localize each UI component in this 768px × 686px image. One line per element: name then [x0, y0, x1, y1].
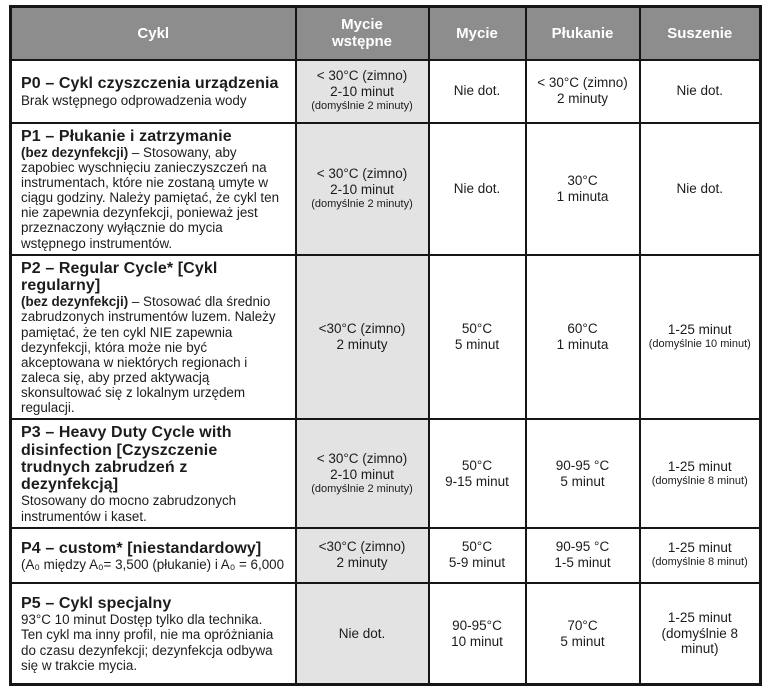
cell-line: 1-25 minut [667, 609, 732, 625]
column-header-plukanie: Płukanie [526, 7, 640, 60]
column-header-mycie-wstepne: Mycie wstępne [296, 7, 429, 60]
cycle-cell [11, 123, 296, 255]
cell-line: 2-10 minut [330, 181, 394, 197]
wash-cell [429, 60, 526, 123]
cycle-description [21, 294, 287, 415]
cycle-description [21, 93, 287, 108]
wash-cell [429, 419, 526, 527]
table-row [11, 60, 761, 123]
table-row [11, 583, 761, 685]
cycle-description-text: Stosowany do mocno zabrudzonych instrumentów i kaset. [21, 493, 237, 524]
wash-cell [429, 123, 526, 255]
cell-line: 5 minut [560, 633, 605, 649]
cell-line: 90-95°C [452, 617, 502, 633]
dry-cell [640, 60, 761, 123]
cycle-description-bold: (bez dezynfekcji) [21, 294, 129, 310]
cycle-description [21, 612, 287, 673]
cell-line: 1-25 minut [667, 540, 732, 556]
rinse-cell [526, 419, 640, 527]
cell-note: (domyślnie 8 minut) [651, 474, 748, 487]
cycle-description-text: – Stosowany, aby zapobiec wyschnięciu zanieczyszczeń na instrumentach, które nie zostaną umyte w ciągu godziny. Należy pamiętać, że cykl ten nie zapewnia dezynfekcji, ponieważ jest przeznaczony wyłącznie do mycia wstępnego instrumentów. [21, 144, 280, 251]
cell-line: 70°C [567, 617, 598, 633]
table-row [11, 123, 761, 255]
rinse-cell [526, 528, 640, 583]
table-row [11, 528, 761, 583]
cell-line: <30°C (zimno) [318, 539, 406, 555]
cell-line: 90-95 °C [555, 457, 610, 473]
cell-line: 10 minut [451, 633, 503, 649]
cell-line: < 30°C (zimno) [316, 165, 408, 181]
header-row [11, 7, 761, 60]
dry-cell [640, 419, 761, 527]
cycle-cell [11, 419, 296, 527]
cell-note: (domyślnie 10 minut) [648, 338, 751, 351]
cycle-description-bold: (bez dezynfekcji) [21, 144, 129, 160]
cell-line: 90-95 °C [555, 539, 610, 555]
cell-line: 5 minut [454, 337, 500, 353]
cell-line: < 30°C (zimno) [316, 68, 408, 84]
prewash-cell [296, 123, 429, 255]
rinse-cell [526, 255, 640, 420]
cycle-description-text: (A₀ między A₀= 3,500 (płukanie) i A₀ = 6,000 [21, 556, 285, 572]
wash-cell [429, 583, 526, 685]
cell-line: 2-10 minut [330, 466, 394, 482]
cycle-description [21, 493, 287, 523]
rinse-cell [526, 583, 640, 685]
cell-line: 2 minuty [556, 91, 609, 106]
cell-note: (domyślnie 2 minuty) [311, 100, 413, 113]
cell-line: 50°C [461, 321, 493, 337]
wash-cell [429, 255, 526, 420]
column-header-mycie: Mycie [429, 7, 526, 60]
rinse-cell [526, 60, 640, 123]
table-row [11, 419, 761, 527]
cell-line: 2 minuty [336, 555, 388, 571]
cycle-description-text: Brak wstępnego odprowadzenia wody [21, 92, 247, 108]
cell-line: 50°C [461, 457, 493, 473]
cell-note: (domyślnie 2 minuty) [311, 197, 413, 210]
dry-cell [640, 528, 761, 583]
prewash-cell [296, 583, 429, 685]
cycle-description [21, 557, 287, 572]
wash-cell [429, 528, 526, 583]
cell-line: 5 minut [560, 473, 605, 489]
cell-line: 1 minuta [556, 188, 609, 204]
cycle-title: P5 – Cykl specjalny [21, 595, 172, 613]
cell-line: Nie dot. [453, 83, 501, 99]
cell-line: 1 minuta [556, 337, 609, 353]
cell-line: 2-10 minut [330, 84, 394, 100]
cell-line: 9-15 minut [445, 473, 509, 489]
wash-cycle-table [9, 5, 762, 686]
cycle-title: P0 – Cykl czyszczenia urządzenia [21, 75, 279, 93]
column-header-suszenie: Suszenie [640, 7, 761, 60]
cell-line: Nie dot. [676, 180, 724, 196]
cell-line: 1-5 minut [554, 555, 611, 571]
cell-line: Nie dot. [453, 180, 501, 196]
table-body [11, 60, 761, 685]
table-row [11, 255, 761, 420]
cycle-description [21, 145, 287, 251]
cycle-cell [11, 255, 296, 420]
cell-line: 1-25 minut [667, 322, 732, 338]
prewash-cell [296, 419, 429, 527]
column-header-cykl: Cykl [11, 7, 296, 60]
cell-line: 50°C [461, 539, 493, 555]
rinse-cell [526, 123, 640, 255]
cycle-description-text: 93°C 10 minut Dostęp tylko dla technika. Ten cykl ma inny profil, nie ma opróżniania do czasu dezynfekcji; dezynfekcja odbywa się w trakcie mycia. [21, 612, 274, 673]
cycle-title: P4 – custom* [niestandardowy] [21, 539, 262, 557]
dry-cell [640, 123, 761, 255]
cell-line: 5-9 minut [448, 555, 506, 571]
cell-note: (domyślnie 8 minut) [651, 556, 748, 569]
prewash-cell [296, 255, 429, 420]
cycle-description-text: – Stosować dla średnio zabrudzonych instrumentów luzem. Należy pamiętać, że ten cykl NIE zapewnia dezynfekcji, która może nie być akceptowana w niektórych regionach i zaleca się, aby przed aktywacją skonsultować się z lokalnym urzędem regulacji. [21, 294, 276, 416]
cell-line: 30°C [567, 172, 598, 188]
cycle-cell [11, 583, 296, 685]
cycle-title: P1 – Płukanie i zatrzymanie [21, 127, 232, 145]
cell-line: < 30°C (zimno) [316, 450, 408, 466]
cycle-cell [11, 528, 296, 583]
cell-line: (domyślnie 8 minut) [661, 625, 739, 657]
prewash-cell [296, 60, 429, 123]
prewash-cell [296, 528, 429, 583]
cell-line: 60°C [567, 321, 598, 337]
cell-line: Nie dot. [338, 625, 386, 641]
cell-line: < 30°C (zimno) [537, 75, 628, 91]
dry-cell [640, 583, 761, 685]
cycle-cell [11, 60, 296, 123]
cell-line: 2 minuty [336, 337, 388, 353]
cell-note: (domyślnie 2 minuty) [311, 482, 413, 495]
cell-line: Nie dot. [676, 83, 724, 99]
cycle-title: P2 – Regular Cycle* [Cykl regularny] [21, 259, 218, 295]
cycle-title: P3 – Heavy Duty Cycle with disinfection [Czyszczenie trudnych zabrudzeń z dezynfekcją] [21, 424, 232, 494]
table-header [11, 7, 761, 60]
cell-line: <30°C (zimno) [318, 321, 406, 337]
cell-line: 1-25 minut [667, 458, 732, 474]
dry-cell [640, 255, 761, 420]
